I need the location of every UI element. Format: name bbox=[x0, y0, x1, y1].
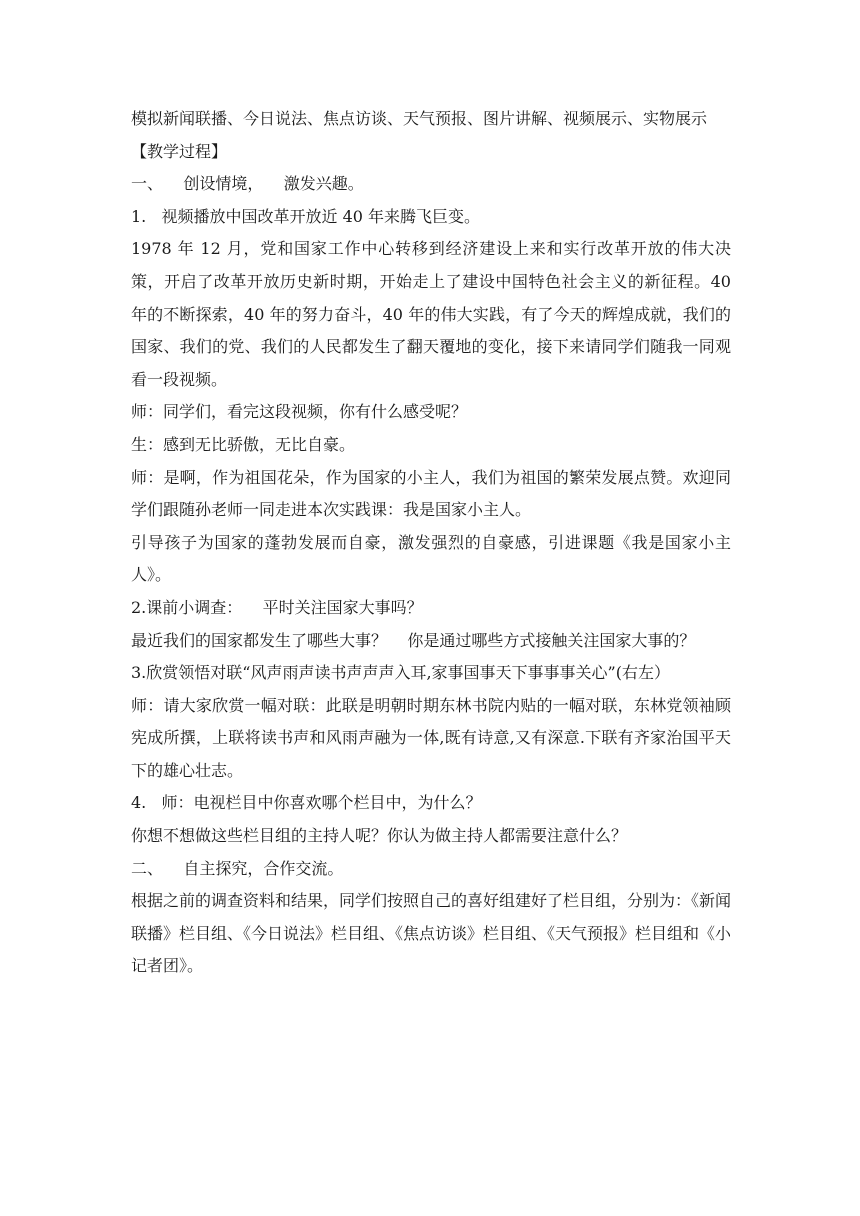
document-body bbox=[131, 103, 737, 983]
paragraph-survey-questions: 最近我们的国家都发生了哪些大事？ 你是通过哪些方式接触关注国家大事的？ bbox=[131, 630, 696, 650]
paragraph-groups: 根据之前的调查资料和结果，同学们按照自己的喜好组建好了栏目组，分别为：《新闻联播》栏目组、《今日说法》栏目组、《焦点访谈》栏目组、《天气预报》栏目组和《小记者团》。 bbox=[131, 891, 732, 976]
paragraph-reform-history: 1978 年 12 月，党和国家工作中心转移到经济建设上来和实行改革开放的伟大决策，开启了改革开放历史新时期，开始走上了建设中国特色社会主义的新征程。40 年的不断探索，40 年的努力奋斗，40 年的伟大实践，有了今天的辉煌成就，我们的国家、我们的党、我们的人民都发生了翻天覆地的变化，接下来请同学们随我一同观看一段视频。 bbox=[131, 239, 737, 389]
paragraph-teacher-intro: 师：是啊，作为祖国花朵，作为国家的小主人，我们为祖国的繁荣发展点赞。欢迎同学们跟随孙老师一同走进本次实践课：我是国家小主人。 bbox=[131, 467, 731, 520]
section-heading-1: 一、 创设情境， 激发兴趣。 bbox=[131, 174, 364, 194]
paragraph-teacher-question: 师：同学们，看完这段视频，你有什么感受呢？ bbox=[131, 402, 468, 422]
paragraph-tv-programs: 4. 师：电视栏目中你喜欢哪个栏目中，为什么？ bbox=[131, 793, 482, 813]
paragraph-video: 1. 视频播放中国改革开放近 40 年来腾飞巨变。 bbox=[131, 206, 481, 226]
heading-teaching-process: 【教学过程】 bbox=[131, 141, 228, 161]
paragraph-survey: 2.课前小调查： 平时关注国家大事吗？ bbox=[131, 597, 423, 617]
paragraph-student-answer: 生：感到无比骄傲，无比自豪。 bbox=[131, 434, 356, 454]
paragraph-host-question: 你想不想做这些栏目组的主持人呢？你认为做主持人都需要注意什么？ bbox=[131, 826, 628, 846]
paragraph-couplet: 3.欣赏领悟对联“风声雨声读书声声声入耳,家事国事天下事事事关心”(右左） bbox=[131, 663, 670, 683]
section-heading-2: 二、 自主探究，合作交流。 bbox=[131, 858, 344, 878]
paragraph-activity-forms: 模拟新闻联播、今日说法、焦点访谈、天气预报、图片讲解、视频展示、实物展示 bbox=[131, 109, 708, 128]
paragraph-guide-topic: 引导孩子为国家的蓬勃发展而自豪，激发强烈的自豪感，引进课题《我是国家小主人》。 bbox=[131, 532, 731, 585]
paragraph-couplet-explanation: 师：请大家欣赏一幅对联：此联是明朝时期东林书院内贴的一幅对联，东林党领袖顾宪成所撰，上联将读书声和风雨声融为一体,既有诗意,又有深意.下联有齐家治国平天下的雄心壮志。 bbox=[131, 695, 731, 780]
